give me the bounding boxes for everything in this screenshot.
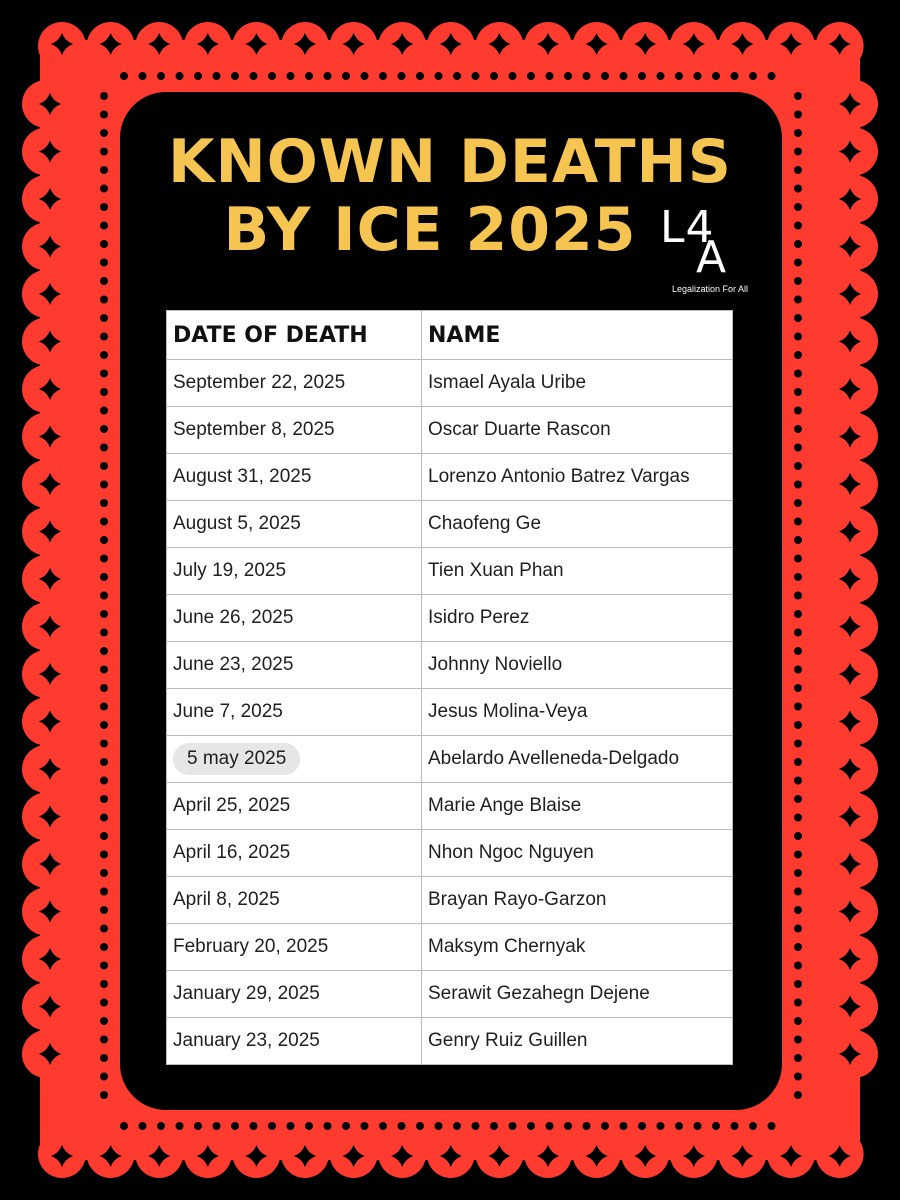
dot [100,203,108,211]
dot [794,185,802,193]
name-cell: Johnny Noviello [422,642,733,689]
dot [794,203,802,211]
dot [100,1054,108,1062]
dot [794,1091,802,1099]
dot [100,370,108,378]
dot [694,72,702,80]
dot [100,962,108,970]
dot [453,1122,461,1130]
dot [100,703,108,711]
dot [794,721,802,729]
dot [398,1122,406,1130]
dot [794,499,802,507]
header-name: NAME [422,311,733,360]
dot [794,703,802,711]
date-cell: January 23, 2025 [167,1018,422,1065]
dot [768,1122,776,1130]
dot [509,1122,517,1130]
date-cell: June 23, 2025 [167,642,422,689]
dot [100,629,108,637]
table-row [167,360,733,407]
dot [794,629,802,637]
dot [620,1122,628,1130]
dot [268,1122,276,1130]
dot [305,72,313,80]
l4a-logo [650,202,770,296]
dot [176,72,184,80]
dot [435,1122,443,1130]
dot [794,129,802,137]
dot [546,1122,554,1130]
dot [157,1122,165,1130]
dot [342,1122,350,1130]
dot [794,536,802,544]
dot [794,795,802,803]
table-row [167,971,733,1018]
dot [100,1091,108,1099]
dot [139,1122,147,1130]
dot [324,1122,332,1130]
dot [100,296,108,304]
logo-mark-a: A [696,232,728,283]
table-row [167,736,733,783]
title-line-2: BY ICE 2025 [223,195,637,265]
dot [100,499,108,507]
dot [794,592,802,600]
dot [601,72,609,80]
name-cell: Oscar Duarte Rascon [422,407,733,454]
deaths-table [166,310,733,1065]
dot [268,72,276,80]
dot [749,1122,757,1130]
dot [100,166,108,174]
name-cell: Ismael Ayala Uribe [422,360,733,407]
dot [794,943,802,951]
dot [453,72,461,80]
dot [794,777,802,785]
dot [379,72,387,80]
dot [794,962,802,970]
dot [100,481,108,489]
dot [794,296,802,304]
dot [194,1122,202,1130]
table-row [167,548,733,595]
dot [100,684,108,692]
name-cell: Nhon Ngoc Nguyen [422,830,733,877]
dot [794,758,802,766]
dot [100,129,108,137]
dot [100,610,108,618]
dot [194,72,202,80]
dot [794,462,802,470]
table-row [167,783,733,830]
date-chip[interactable]: 5 may 2025 [173,743,300,775]
dot [435,72,443,80]
dot [794,1036,802,1044]
date-cell: September 8, 2025 [167,407,422,454]
name-cell: Brayan Rayo-Garzon [422,877,733,924]
dot [100,333,108,341]
dot [620,72,628,80]
dot [100,222,108,230]
dot [794,370,802,378]
dot [100,444,108,452]
dot [416,72,424,80]
dot [794,407,802,415]
dot [100,92,108,100]
dot [638,1122,646,1130]
dot [527,1122,535,1130]
table-row [167,689,733,736]
dot [100,888,108,896]
dot [379,1122,387,1130]
dot [675,1122,683,1130]
dot [490,72,498,80]
dot [675,72,683,80]
dot [794,388,802,396]
dot [794,684,802,692]
dot [100,814,108,822]
date-cell: June 26, 2025 [167,595,422,642]
dot [100,185,108,193]
table-row [167,407,733,454]
dot [794,148,802,156]
dot [546,72,554,80]
table-row [167,595,733,642]
dot [712,1122,720,1130]
dot [250,1122,258,1130]
dot [472,72,480,80]
dot [100,277,108,285]
dot [100,148,108,156]
dot [794,1073,802,1081]
dot [398,72,406,80]
dot [794,1017,802,1025]
dot [794,869,802,877]
dot [324,72,332,80]
dot [231,1122,239,1130]
dot [794,851,802,859]
dot [638,72,646,80]
table-row [167,1018,733,1065]
logo-subtitle: Legalization For All [671,284,749,294]
date-cell: August 5, 2025 [167,501,422,548]
dot [250,72,258,80]
dot [157,72,165,80]
name-cell: Serawit Gezahegn Dejene [422,971,733,1018]
dot [100,573,108,581]
dot [100,314,108,322]
dot [100,647,108,655]
dot [794,351,802,359]
dot [100,851,108,859]
header-date-of-death: DATE OF DEATH [167,311,422,360]
dot [100,425,108,433]
dot [794,610,802,618]
dot [794,814,802,822]
dot [794,222,802,230]
date-cell: January 29, 2025 [167,971,422,1018]
dot [490,1122,498,1130]
title-line-1: KNOWN DEATHS [168,127,732,197]
table-body [167,360,733,1065]
dot [287,72,295,80]
dot [712,72,720,80]
dot [213,72,221,80]
name-cell: Abelardo Avelleneda-Delgado [422,736,733,783]
dot [794,573,802,581]
dot [794,999,802,1007]
dot [794,832,802,840]
dot [100,777,108,785]
dot [601,1122,609,1130]
dot [564,72,572,80]
dot [100,407,108,415]
name-cell: Maksym Chernyak [422,924,733,971]
dot [139,72,147,80]
dot [657,72,665,80]
dot [287,1122,295,1130]
dot [794,740,802,748]
dot [100,832,108,840]
dot [794,314,802,322]
dot [100,351,108,359]
dot [794,980,802,988]
dot [794,518,802,526]
date-cell: April 8, 2025 [167,877,422,924]
date-cell: June 7, 2025 [167,689,422,736]
table-row [167,924,733,971]
dot [100,536,108,544]
table-row [167,501,733,548]
dot [213,1122,221,1130]
dot [361,1122,369,1130]
dot [100,1073,108,1081]
dot [100,111,108,119]
dot [794,555,802,563]
name-cell: Marie Ange Blaise [422,783,733,830]
dot [120,1122,128,1130]
dot [416,1122,424,1130]
dot [794,444,802,452]
dot [100,259,108,267]
dot [100,869,108,877]
dot [100,740,108,748]
dot [794,111,802,119]
dot [472,1122,480,1130]
table-row [167,454,733,501]
dot [731,72,739,80]
dot [794,277,802,285]
table-row [167,642,733,689]
dot [100,1036,108,1044]
dot [100,943,108,951]
dot [583,72,591,80]
dot [100,980,108,988]
logo-mark-l4: L4 [660,202,715,253]
date-cell: September 22, 2025 [167,360,422,407]
dot [100,592,108,600]
table-row [167,830,733,877]
dot [794,647,802,655]
dot [768,72,776,80]
dot [749,72,757,80]
dot [794,888,802,896]
dot [583,1122,591,1130]
date-cell: April 16, 2025 [167,830,422,877]
dot [100,795,108,803]
dot [794,1054,802,1062]
name-cell: Isidro Perez [422,595,733,642]
dot [527,72,535,80]
dot [100,925,108,933]
dot [509,72,517,80]
dot [100,240,108,248]
name-cell: Lorenzo Antonio Batrez Vargas [422,454,733,501]
dot [100,906,108,914]
dot [176,1122,184,1130]
dot [100,555,108,563]
dot [794,906,802,914]
dot [794,259,802,267]
dot [100,462,108,470]
dot [100,721,108,729]
dot [794,925,802,933]
name-cell: Jesus Molina-Veya [422,689,733,736]
date-cell [167,736,422,783]
dot [342,72,350,80]
name-cell: Tien Xuan Phan [422,548,733,595]
table-row [167,877,733,924]
dot [120,72,128,80]
dot [100,388,108,396]
dot [731,1122,739,1130]
date-cell: July 19, 2025 [167,548,422,595]
dot [794,333,802,341]
dot [100,518,108,526]
name-cell: Chaofeng Ge [422,501,733,548]
dot [794,481,802,489]
dot [100,999,108,1007]
dot [361,72,369,80]
dot [794,425,802,433]
dot [694,1122,702,1130]
dot [794,92,802,100]
date-cell: February 20, 2025 [167,924,422,971]
dot [657,1122,665,1130]
dot [564,1122,572,1130]
dot [794,166,802,174]
dot [794,240,802,248]
dot [305,1122,313,1130]
dot [794,666,802,674]
dot [231,72,239,80]
date-cell: April 25, 2025 [167,783,422,830]
dot [100,1017,108,1025]
dot [100,666,108,674]
name-cell: Genry Ruiz Guillen [422,1018,733,1065]
table-header-row [167,311,733,360]
dot [100,758,108,766]
date-cell: August 31, 2025 [167,454,422,501]
